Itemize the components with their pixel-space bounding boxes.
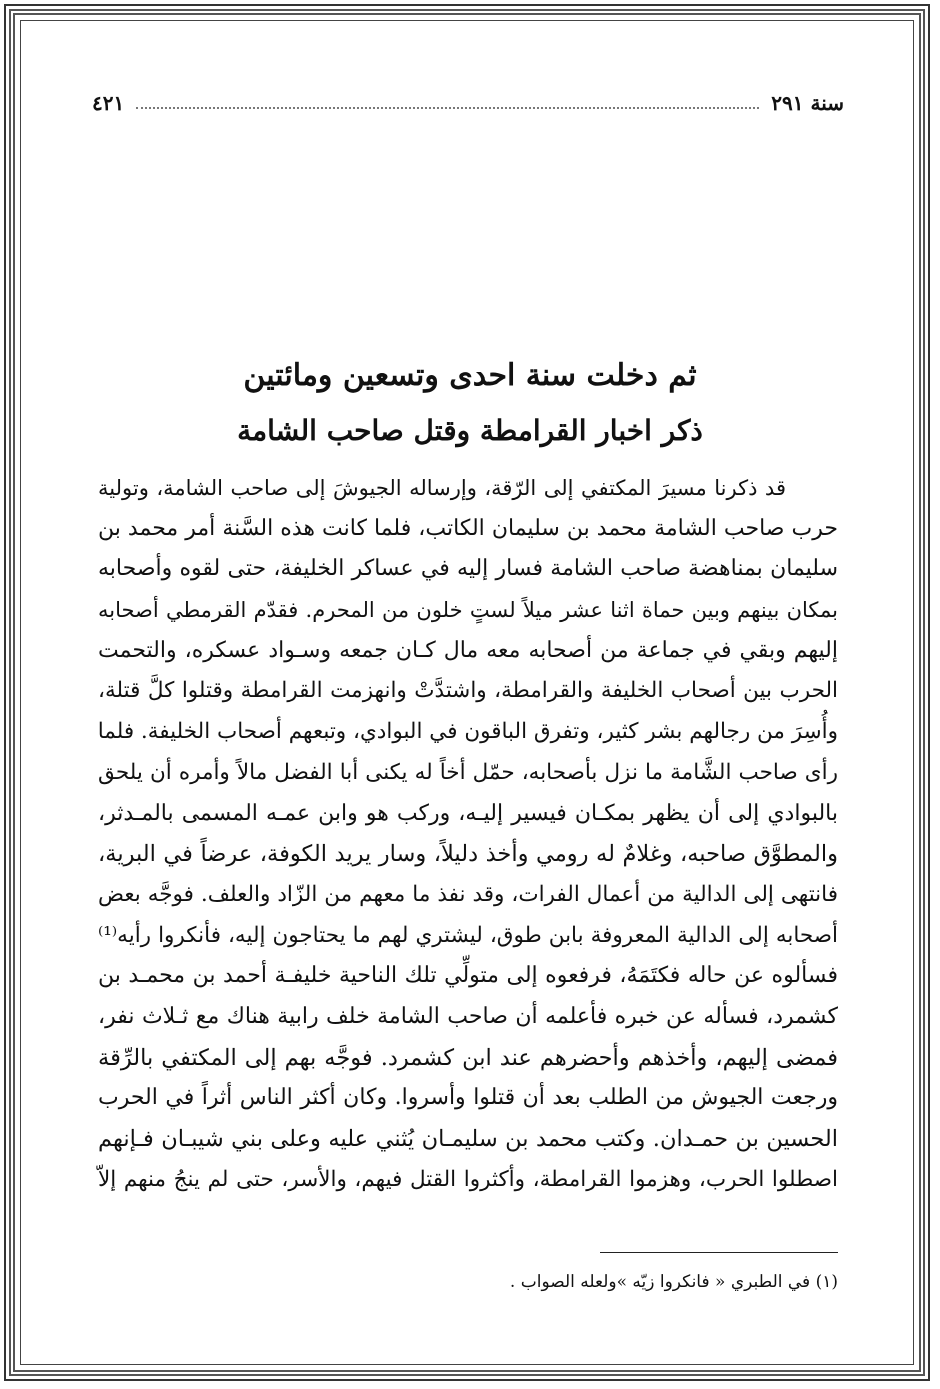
section-title: ذكر اخبار القرامطة وقتل صاحب الشامة [237, 414, 703, 447]
header-year: سنة ٢٩١ [771, 91, 844, 115]
text-line: والمطوَّق صاحبه، وغلامٌ له رومي وأخذ دليلاً، وسار يريد الكوفة، عرضاً في البرية، [98, 841, 838, 868]
footnote-separator [600, 1252, 838, 1253]
header-dotted-leader [136, 97, 759, 109]
text-line: فسألوه عن حاله فكتَمَهُ، فرفعوه إلى متولِّي تلك الناحية خليفـة أحمد بن محمـد بن [98, 963, 838, 989]
text-line: فمضى إليهم، وأخذهم وأحضرهم عند ابن كشمرد. فوجَّه بهم إلى المكتفي بالرِّقة [98, 1044, 838, 1071]
text-line: كشمرد، فسأله عن خبره فأعلمه أن صاحب الشامة خلف رابية هناك مع ثـلاث نفر، [98, 1003, 838, 1029]
body-text [98, 468, 838, 1200]
text-line: حرب صاحب الشامة محمد بن سليمان الكاتب، فلما كانت هذه السَّنة أمر محمد بن [98, 515, 838, 541]
text-line: ورجعت الجيوش من الطلب بعد أن قتلوا وأسروا. وكان أكثر الناس أثراً في الحرب [98, 1085, 838, 1111]
text-line: اصطلوا الحرب، وهزموا القرامطة، وأكثروا القتل فيهم، والأسر، حتى لم ينجُ منهم إلاّ [98, 1166, 838, 1192]
text-line: بالبوادي إلى أن يظهر بمكـان فيسير إليـه، وركب هو وابن عمـه المسمى بالمـدثر، [98, 800, 838, 826]
text-line: أصحابه إلى الدالية المعروفة بابن طوق، ليشتري لهم ما يحتاجون إليه، فأنكروا رأيه⁽¹⁾ [98, 922, 838, 948]
text-line: الحرب بين أصحاب الخليفة والقرامطة، واشتدَّتْ وانهزمت القرامطة وقتلوا كلَّ قتلة، [98, 678, 838, 704]
text-line: رأى صاحب الشَّامة ما نزل بأصحابه، حمّل أخاً له يكنى أبا الفضل مالاً وأمره أن يلحق [98, 759, 838, 785]
chapter-title: ثم دخلت سنة احدى وتسعين ومائتين [243, 358, 697, 393]
text-line: وأُسِرَ من رجالهم بشر كثير، وتفرق الباقون في البوادي، وتبعهم أصحاب الخليفة. فلما [97, 719, 838, 745]
text-line: بمكان بينهم وبين حماة اثنا عشر ميلاً لستٍ خلون من المحرم. فقدّم القرمطي أصحابه [98, 598, 838, 623]
text-line: سليمان بمناهضة صاحب الشامة فسار إليه في عساكر الخليفة، حتى لقوه وأصحابه [98, 556, 838, 582]
text-line: إليهم وبقي في جماعة من أصحابه معه مال كـان جمعه وسـواد عسكره، والتحمت [98, 637, 838, 663]
text-line: قد ذكرنا مسيرَ المكتفي إلى الرّقة، وإرساله الجيوشَ إلى صاحب الشامة، وتولية [98, 476, 786, 500]
footnote: (١) في الطبري « فانكروا زيّه »ولعله الصواب . [509, 1272, 838, 1292]
text-line: فانتهى إلى الدالية من أعمال الفرات، وقد نفذ ما معهم من الزّاد والعلف. فوجَّه بعض [98, 881, 838, 907]
running-header [92, 86, 844, 120]
page-number: ٤٢١ [92, 91, 125, 115]
text-line: الحسين بن حمـدان. وكتب محمد بن سليمـان يُثني عليه وعلى بني شيبـان فـإنهم [98, 1126, 838, 1152]
